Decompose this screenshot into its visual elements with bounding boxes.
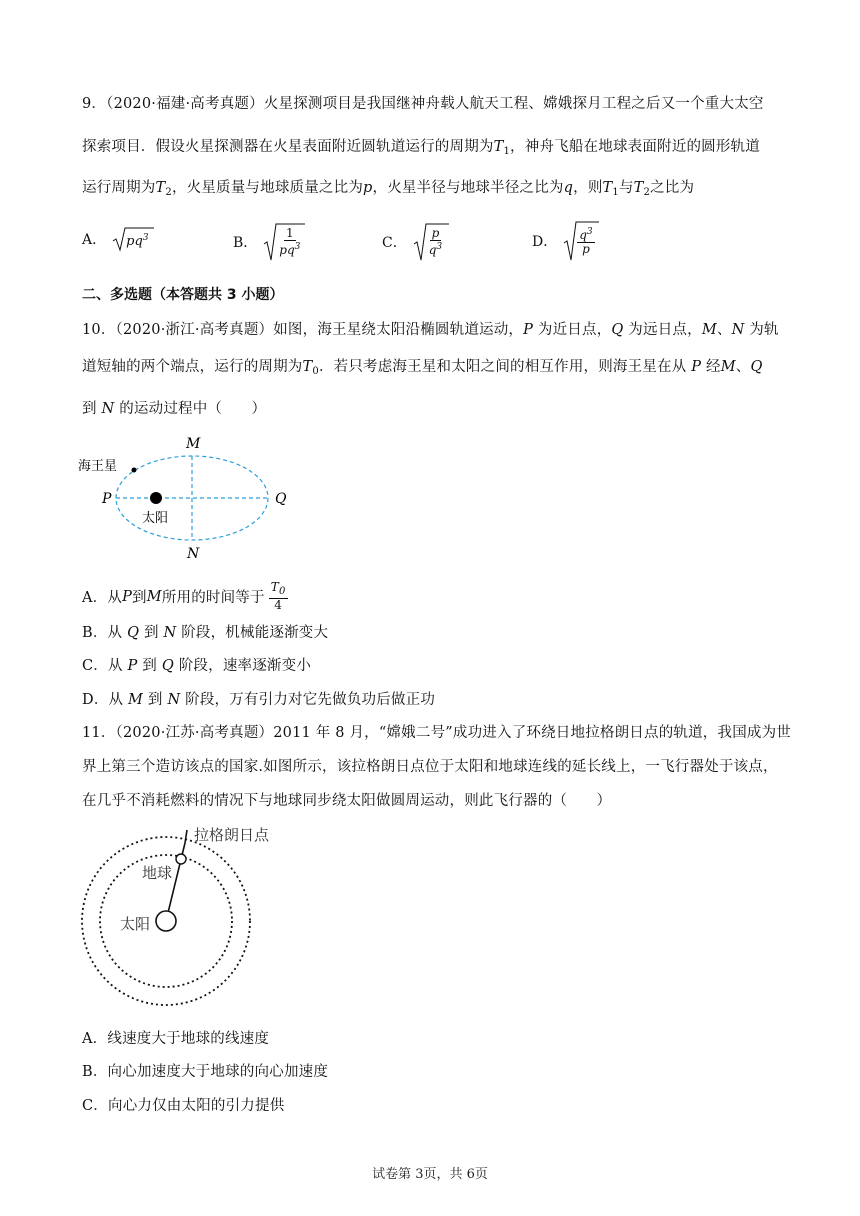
lagrange-point-diagram	[76, 818, 296, 1018]
q10-text: 为轨	[744, 322, 779, 338]
var-N: N	[731, 322, 745, 338]
q10-text: 、	[716, 322, 732, 338]
earth-circle	[176, 854, 186, 864]
q10-text: 为远日点，	[623, 322, 702, 338]
q10-line-3	[82, 397, 266, 418]
q9-option-d	[532, 220, 595, 262]
var-P: P	[122, 588, 133, 605]
subscript: 1	[503, 146, 511, 157]
q10-line-1	[82, 318, 779, 339]
q11-option-b: B．向心加速度大于地球的向心加速度	[82, 1064, 329, 1080]
denominator: pq	[279, 243, 295, 257]
lagrange-extension	[185, 830, 187, 843]
sun-dot	[150, 492, 162, 504]
subscript: 2	[165, 187, 172, 198]
q9-text: ，神舟飞船在地球表面附近的圆形轨道	[510, 139, 760, 155]
q9-line-3	[82, 176, 694, 198]
var-T: T	[155, 180, 166, 196]
sqrt-expression	[413, 222, 444, 262]
q10-text: 的运动过程中（ ）	[114, 401, 267, 417]
denominator: p	[582, 242, 590, 256]
var-M: M	[720, 359, 736, 375]
q11-line-2: 界上第三个造访该点的国家.如图所示，该拉格朗日点位于太阳和地球连线的延长线上，一飞行器处于该点，	[82, 759, 778, 775]
var-T: T	[302, 359, 313, 375]
var-q: q	[563, 180, 574, 196]
option-text: 阶段，万有引力对它先做负功后做正功	[180, 692, 436, 708]
exponent: 3	[436, 242, 443, 252]
neptune-dot	[132, 468, 137, 473]
denominator: q	[428, 243, 437, 257]
sqrt-expression	[112, 226, 148, 252]
label-M: M	[186, 436, 201, 452]
subscript: 1	[612, 187, 619, 198]
var-M: M	[146, 588, 162, 605]
numerator: 1	[286, 226, 294, 240]
numerator: q	[579, 228, 587, 242]
option-text: 到	[139, 625, 164, 641]
var-M: M	[701, 322, 717, 338]
label-sun: 太阳	[120, 915, 151, 933]
q10-text: 、	[735, 359, 751, 375]
option-text: D．从	[82, 692, 129, 708]
option-label: B．	[233, 235, 258, 251]
q9-text: 运行周期为	[82, 180, 156, 196]
option-text: 阶段，速率逐渐变小	[173, 658, 312, 674]
option-text: 到	[132, 590, 147, 606]
var-Q: Q	[750, 359, 763, 375]
sqrt-expression	[563, 220, 594, 262]
var-Q: Q	[161, 658, 174, 674]
q11-option-a: A．线速度大于地球的线速度	[82, 1031, 270, 1047]
label-lagrange: 拉格朗日点	[194, 826, 270, 844]
q10-text: 为近日点，	[533, 322, 612, 338]
subscript: 2	[643, 187, 651, 198]
q10-line-2	[82, 355, 763, 377]
var-N: N	[101, 401, 115, 417]
var-P: P	[691, 359, 702, 375]
var-N: N	[163, 625, 177, 641]
var-p: p	[363, 180, 373, 196]
sun-circle	[156, 911, 176, 931]
q9-text: 探索项目．假设火星探测器在火星表面附近圆轨道运行的周期为	[82, 139, 494, 155]
label-neptune: 海王星	[78, 459, 118, 474]
q11-line-3: 在几乎不消耗燃料的情况下与地球同步绕太阳做圆周运动，则此飞行器的（ ）	[82, 793, 612, 809]
radicand: pq	[126, 234, 143, 249]
subscript: 0	[278, 586, 286, 597]
sqrt-expression	[263, 222, 302, 262]
q10-text: 到	[82, 401, 102, 417]
q9-text: 之比为	[650, 180, 695, 196]
label-P: P	[102, 491, 112, 507]
section-heading: 二、多选题（本答题共 3 小题）	[82, 287, 284, 303]
option-text: 阶段，机械能逐渐变大	[176, 625, 329, 641]
option-text: A．从	[82, 590, 123, 606]
label-N: N	[187, 546, 200, 562]
var-P: P	[523, 322, 534, 338]
q9-text: ，则	[573, 180, 603, 196]
var-T: T	[633, 180, 644, 196]
option-label: C．	[382, 235, 407, 251]
exponent: 3	[586, 227, 593, 237]
q10-option-d	[82, 688, 435, 709]
fraction-T0-over-4	[269, 581, 288, 612]
label-sun: 太阳	[142, 511, 169, 526]
q10-text: 10．（2020·浙江·高考真题）如图，海王星绕太阳沿椭圆轨道运动，	[82, 322, 524, 338]
option-text: 到	[143, 692, 168, 708]
numerator: T	[270, 580, 279, 594]
q9-text: ，火星半径与地球半径之比为	[372, 180, 564, 196]
var-N: N	[167, 692, 181, 708]
q9-option-b	[233, 222, 302, 262]
q10-option-c	[82, 654, 311, 675]
fraction	[427, 227, 444, 257]
var-Q: Q	[611, 322, 624, 338]
fraction	[277, 227, 302, 257]
q11-line-1: 11．（2020·江苏·高考真题）2011 年 8 月，“嫦娥二号”成功进入了环绕日地拉格朗日点的轨道，我国成为世	[82, 725, 791, 741]
option-label: D．	[532, 234, 558, 250]
q11-option-c: C．向心力仅由太阳的引力提供	[82, 1098, 285, 1114]
q9-text: ，火星质量与地球质量之比为	[171, 180, 364, 196]
option-text: 到	[137, 658, 162, 674]
q9-line-1: 9．（2020·福建·高考真题）火星探测项目是我国继神舟载人航天工程、嫦娥探月工程之后又一个重大太空	[82, 96, 764, 112]
numerator: p	[431, 226, 440, 240]
denominator: 4	[274, 598, 283, 612]
q10-text: 道短轴的两个端点，运行的周期为	[82, 359, 303, 375]
exponent: 3	[294, 242, 301, 252]
option-text: 所用的时间等于	[161, 590, 265, 606]
var-P: P	[127, 658, 138, 674]
label-earth: 地球	[142, 864, 173, 882]
page-footer: 试卷第 3页，共 6页	[372, 1167, 488, 1182]
var-T: T	[602, 180, 613, 196]
q10-option-b	[82, 621, 328, 642]
neptune-orbit-diagram	[76, 430, 306, 570]
var-M: M	[128, 692, 144, 708]
subscript: 0	[312, 366, 319, 377]
option-label: A．	[82, 232, 107, 248]
q9-option-a	[82, 226, 149, 252]
fraction	[577, 226, 594, 256]
var-Q: Q	[127, 625, 140, 641]
exponent: 3	[142, 233, 149, 243]
q10-text: ．若只考虑海王星和太阳之间的相互作用，则海王星在从	[318, 359, 692, 375]
q9-line-2	[82, 135, 760, 157]
q9-text: 与	[618, 180, 634, 196]
q10-text: 经	[701, 359, 721, 375]
var-T: T	[493, 139, 504, 155]
q9-option-c	[382, 222, 444, 262]
q10-option-a	[82, 581, 288, 612]
option-text: C．从	[82, 658, 128, 674]
label-Q: Q	[275, 491, 287, 507]
option-text: B．从	[82, 625, 128, 641]
